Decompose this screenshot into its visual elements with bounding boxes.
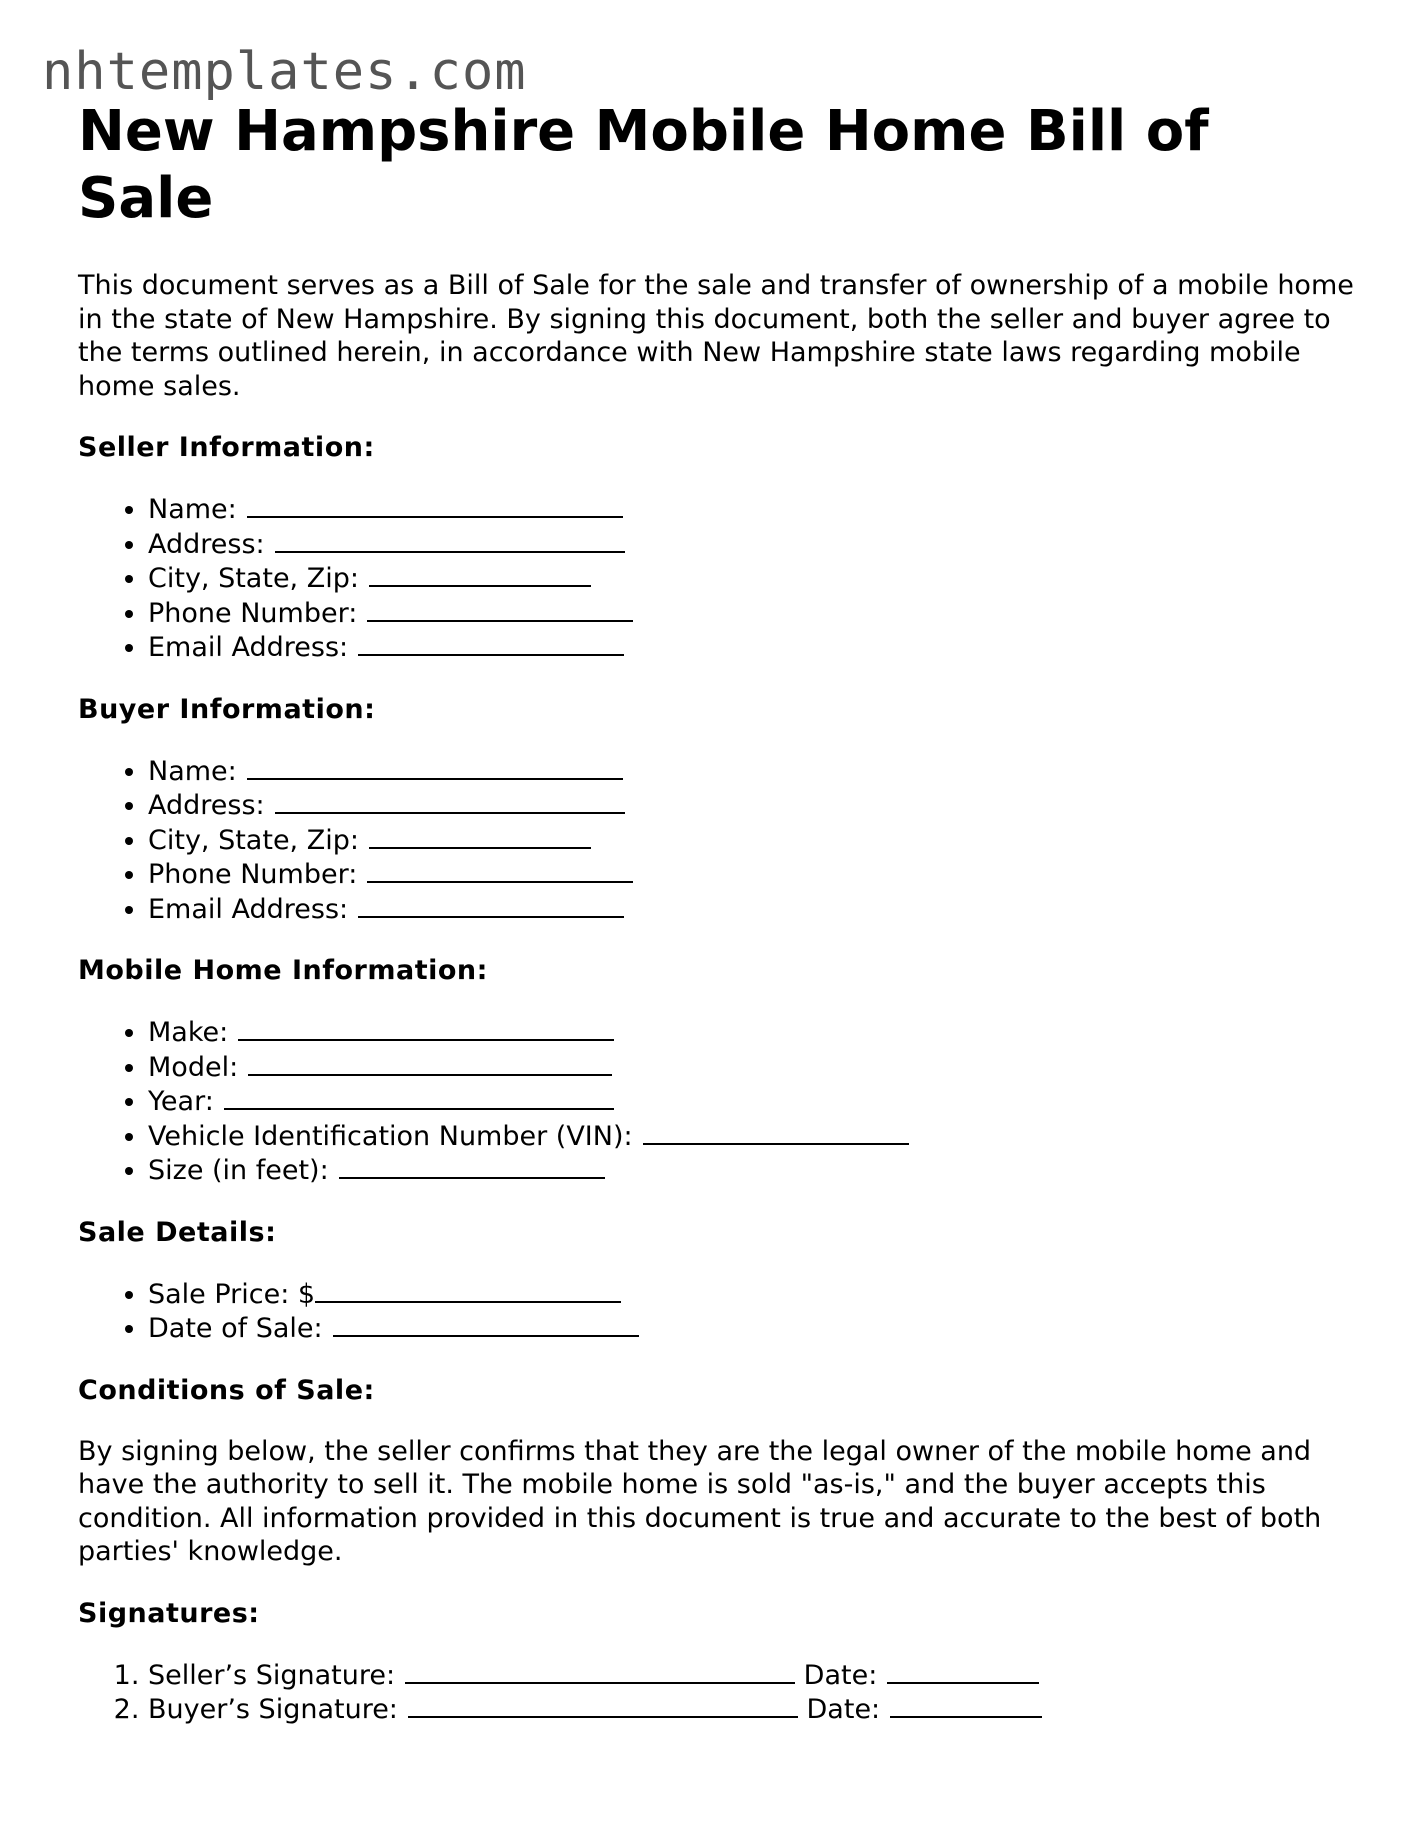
- seller-address-item: [148, 527, 1358, 562]
- intro-paragraph: This document serves as a Bill of Sale for the sale and transfer of ownership of a mobile home in the state of New Hampshire. By signing this document, both the seller and buyer agree to the terms outlined herein, in accordance with New Hampshire state laws regarding mobile home sales.: [78, 270, 1354, 402]
- document-body: [78, 98, 1358, 1727]
- conditions-paragraph: By signing below, the seller confirms that they are the legal owner of the mobile home and have the authority to sell it. The mobile home is sold "as-is," and the buyer accepts this condition. All information provided in this document is true and accurate to the best of both parties' knowledge.: [78, 1435, 1322, 1567]
- buyer-address-item: [148, 788, 1358, 823]
- buyer-address-blank[interactable]: [275, 788, 625, 814]
- buyer-signature-date-blank[interactable]: [890, 1692, 1042, 1718]
- date-label: Date:: [806, 1694, 881, 1725]
- site-watermark: nhtemplates.com: [42, 42, 527, 102]
- model-item: [148, 1050, 1358, 1085]
- vin-blank[interactable]: [643, 1119, 909, 1145]
- field-label: Model:: [148, 1051, 239, 1083]
- seller-signature-date-blank[interactable]: [887, 1658, 1039, 1684]
- field-label: Address:: [148, 790, 265, 821]
- sale-details-heading: Sale Details:: [78, 1216, 277, 1248]
- buyer-signature-item: [148, 1692, 1358, 1727]
- buyer-name-blank[interactable]: [247, 754, 623, 780]
- seller-name-item: [148, 492, 1358, 527]
- field-label: Name:: [148, 494, 237, 525]
- mobile-home-heading: Mobile Home Information:: [78, 955, 488, 986]
- seller-phone-item: [148, 596, 1358, 631]
- date-of-sale-blank[interactable]: [333, 1311, 639, 1337]
- seller-city-state-zip-item: [148, 561, 1358, 596]
- seller-signature-blank[interactable]: [405, 1658, 795, 1684]
- field-label: Name:: [148, 755, 237, 787]
- field-label: Sale Price: $: [148, 1278, 316, 1310]
- signatures-heading: Signatures:: [78, 1597, 260, 1629]
- field-label: Address:: [148, 528, 265, 560]
- field-label: City, State, Zip:: [148, 824, 359, 856]
- seller-name-blank[interactable]: [247, 492, 623, 518]
- seller-phone-blank[interactable]: [367, 596, 633, 622]
- buyer-email-blank[interactable]: [358, 892, 624, 918]
- sale-price-item: [148, 1277, 1358, 1312]
- signature-list: [78, 1658, 1358, 1727]
- conditions-heading: Conditions of Sale:: [78, 1374, 375, 1406]
- seller-address-blank[interactable]: [275, 527, 625, 553]
- make-blank[interactable]: [238, 1015, 614, 1041]
- field-label: Make:: [148, 1017, 229, 1048]
- buyer-city-state-zip-item: [148, 823, 1358, 858]
- buyer-name-item: [148, 754, 1358, 789]
- field-label: Buyer’s Signature:: [148, 1694, 398, 1725]
- buyer-heading: Buyer Information:: [78, 693, 376, 725]
- seller-signature-item: [148, 1658, 1358, 1693]
- seller-field-list: [78, 492, 1358, 665]
- field-label: Date of Sale:: [148, 1313, 323, 1344]
- field-label: Seller’s Signature:: [148, 1659, 396, 1691]
- size-item: [148, 1153, 1358, 1188]
- date-label: Date:: [803, 1659, 878, 1691]
- buyer-phone-blank[interactable]: [367, 857, 633, 883]
- mobile-home-field-list: [78, 1015, 1358, 1188]
- seller-heading: Seller Information:: [78, 432, 375, 463]
- field-label: Year:: [148, 1086, 214, 1117]
- sale-details-field-list: [78, 1277, 1358, 1346]
- field-label: Size (in feet):: [148, 1155, 329, 1186]
- buyer-signature-blank[interactable]: [408, 1692, 798, 1718]
- model-blank[interactable]: [248, 1050, 612, 1076]
- buyer-email-item: [148, 892, 1358, 927]
- buyer-phone-item: [148, 857, 1358, 892]
- field-label: City, State, Zip:: [148, 563, 359, 594]
- field-label: Email Address:: [148, 632, 349, 663]
- seller-email-item: [148, 630, 1358, 665]
- field-label: Email Address:: [148, 893, 349, 925]
- seller-email-blank[interactable]: [358, 630, 624, 656]
- year-item: [148, 1084, 1358, 1119]
- buyer-city-state-zip-blank[interactable]: [369, 823, 591, 849]
- vin-item: [148, 1119, 1358, 1154]
- seller-city-state-zip-blank[interactable]: [369, 561, 591, 587]
- size-blank[interactable]: [339, 1153, 605, 1179]
- year-blank[interactable]: [224, 1084, 614, 1110]
- date-of-sale-item: [148, 1311, 1358, 1346]
- field-label: Phone Number:: [148, 597, 358, 629]
- sale-price-blank[interactable]: [315, 1277, 621, 1303]
- document-title: New Hampshire Mobile Home Bill of Sale: [78, 99, 1209, 231]
- field-label: Vehicle Identification Number (VIN):: [148, 1120, 633, 1152]
- buyer-field-list: [78, 754, 1358, 927]
- make-item: [148, 1015, 1358, 1050]
- field-label: Phone Number:: [148, 859, 358, 890]
